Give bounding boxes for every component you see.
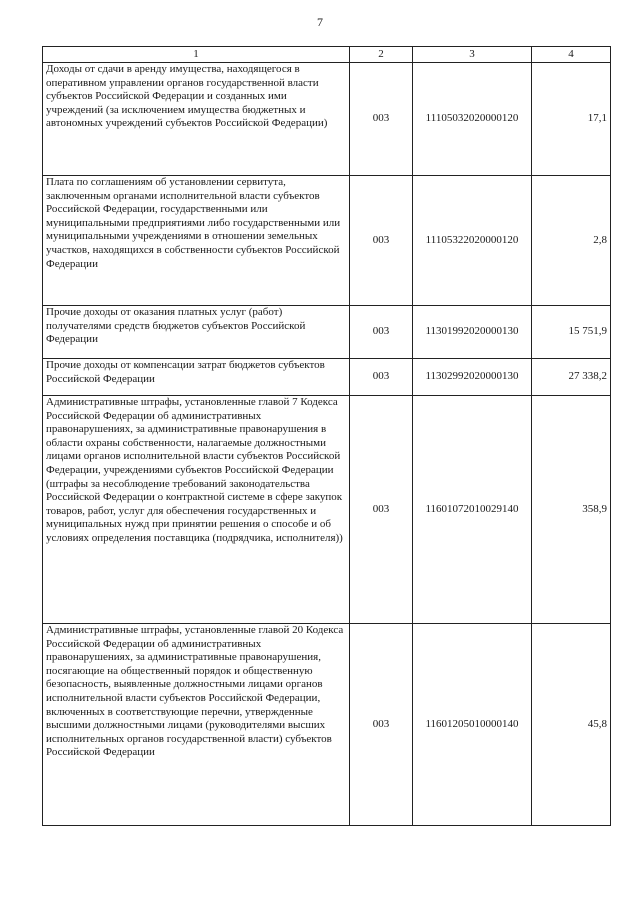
table-row [43, 63, 611, 176]
column-header-code: 3 [413, 47, 532, 63]
row-amount: 27 338,2 [532, 359, 611, 396]
column-header-admin: 2 [350, 47, 413, 63]
row-description: Доходы от сдачи в аренду имущества, находящегося в оперативном управлении органов государственной власти субъектов Российской Федерации и созданных ими учреждений (за исключением имущества бюджетных и автономных учреждений субъектов Российской Федерации) [43, 63, 350, 176]
row-description: Прочие доходы от компенсации затрат бюджетов субъектов Российской Федерации [43, 359, 350, 396]
row-amount: 2,8 [532, 176, 611, 306]
row-admin-code: 003 [350, 624, 413, 826]
table-row [43, 359, 611, 396]
table-row [43, 624, 611, 826]
row-admin-code: 003 [350, 176, 413, 306]
row-admin-code: 003 [350, 359, 413, 396]
row-admin-code: 003 [350, 396, 413, 624]
row-budget-code: 11601205010000140 [413, 624, 532, 826]
row-budget-code: 11302992020000130 [413, 359, 532, 396]
row-budget-code: 11105032020000120 [413, 63, 532, 176]
row-amount: 17,1 [532, 63, 611, 176]
row-description: Плата по соглашениям об установлении сервитута, заключенным органами исполнительной власти субъектов Российской Федерации, государственными или муниципальными предприятиями либо государственными или муниципальными учреждениями в отношении земельных участков, находящихся в собственности субъектов Российской Федерации [43, 176, 350, 306]
table-row [43, 176, 611, 306]
table-row [43, 396, 611, 624]
row-description: Административные штрафы, установленные главой 20 Кодекса Российской Федерации об административных правонарушениях, за административные правонарушения, посягающие на общественный порядок и общественную безопасность, выявленные должностными лицами органов исполнительной власти субъектов Российской Федерации, включенных в соответствующие перечни, утвержденные высшими должностными лицами (руководителями высших исполнительных органов государственной власти) субъектов Российской Федерации [43, 624, 350, 826]
row-amount: 358,9 [532, 396, 611, 624]
row-admin-code: 003 [350, 306, 413, 359]
column-header-amount: 4 [532, 47, 611, 63]
row-description: Прочие доходы от оказания платных услуг (работ) получателями средств бюджетов субъектов Российской Федерации [43, 306, 350, 359]
row-description: Административные штрафы, установленные главой 7 Кодекса Российской Федерации об административных правонарушениях, за административные правонарушения в области охраны собственности, налагаемые должностными лицами органов исполнительной власти субъектов Российской Федерации, учреждениями субъектов Российской Федерации (штрафы за несоблюдение требований законодательства Российской Федерации о контрактной системе в сфере закупок товаров, работ, услуг для обеспечения государственных и муниципальных нужд при принятии решения о способе и об условиях определения поставщика (подрядчика, исполнителя)) [43, 396, 350, 624]
row-amount: 45,8 [532, 624, 611, 826]
revenue-table [42, 46, 611, 826]
page-number: 7 [317, 15, 323, 29]
row-amount: 15 751,9 [532, 306, 611, 359]
table-header-row [43, 47, 611, 63]
row-budget-code: 11105322020000120 [413, 176, 532, 306]
table-row [43, 306, 611, 359]
row-budget-code: 11601072010029140 [413, 396, 532, 624]
column-header-description: 1 [43, 47, 350, 63]
row-admin-code: 003 [350, 63, 413, 176]
row-budget-code: 11301992020000130 [413, 306, 532, 359]
